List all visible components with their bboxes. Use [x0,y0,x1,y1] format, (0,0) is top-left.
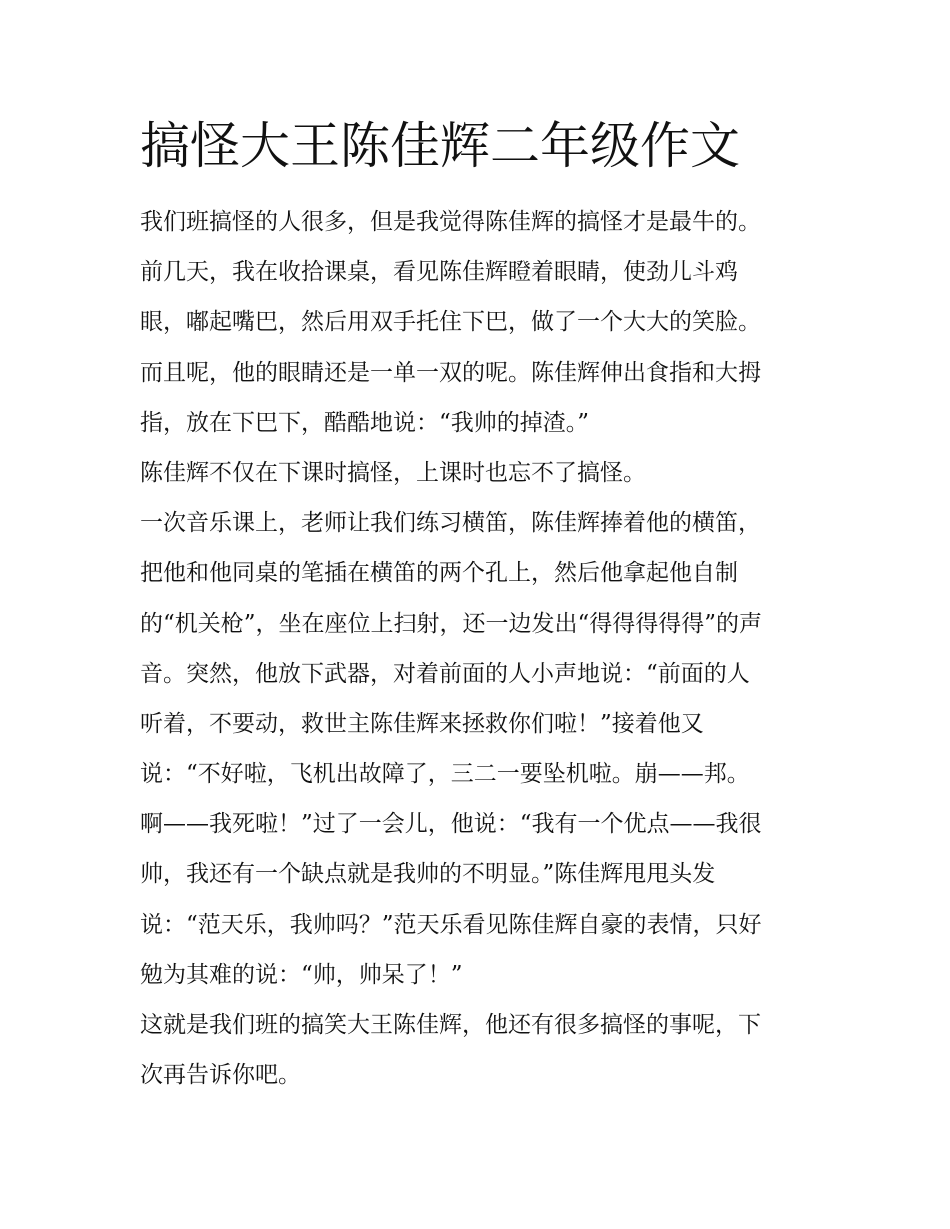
body-line: 听着，不要动，救世主陈佳辉来拯救你们啦！”接着他又 [140,710,704,737]
body-line: 说：“范天乐，我帅吗？”范天乐看见陈佳辉自豪的表情，只好 [140,911,762,938]
body-line: 指，放在下巴下，酷酷地说：“我帅的掉渣。” [140,409,590,436]
body-line: 次再告诉你吧。 [140,1062,301,1089]
body-line: 音。突然，他放下武器，对着前面的人小声地说：“前面的人 [140,660,750,687]
body-line: 一次音乐课上，老师让我们练习横笛，陈佳辉捧着他的横笛， [140,510,761,537]
body-line: 这就是我们班的搞笑大王陈佳辉，他还有很多搞怪的事呢，下 [140,1012,761,1038]
document-body [140,197,820,1100]
document-title: 搞怪大王陈佳辉二年级作文 [140,117,740,175]
body-line: 说：“不好啦，飞机出故障了，三二一要坠机啦。崩——邦。 [140,761,750,788]
body-line: 眼，嘟起嘴巴，然后用双手托住下巴，做了一个大大的笑脸。 [140,309,761,336]
body-line: 陈佳辉不仅在下课时搞怪，上课时也忘不了搞怪。 [140,459,646,486]
body-line: 而且呢，他的眼睛还是一单一双的呢。陈佳辉伸出食指和大拇 [140,359,761,386]
body-line: 帅，我还有一个缺点就是我帅的不明显。”陈佳辉甩甩头发 [140,861,716,888]
body-line: 前几天，我在收拾课桌，看见陈佳辉瞪着眼睛，使劲儿斗鸡 [140,259,738,286]
body-line: 我们班搞怪的人很多，但是我觉得陈佳辉的搞怪才是最牛的。 [140,209,761,235]
body-line: 啊——我死啦！”过了一会儿，他说：“我有一个优点——我很 [140,811,762,838]
body-line: 的“机关枪”，坐在座位上扫射，还一边发出“得得得得得”的声 [140,610,763,637]
body-line: 勉为其难的说：“帅，帅呆了！” [140,961,463,988]
body-line: 把他和他同桌的笔插在横笛的两个孔上，然后他拿起他自制 [140,560,738,587]
